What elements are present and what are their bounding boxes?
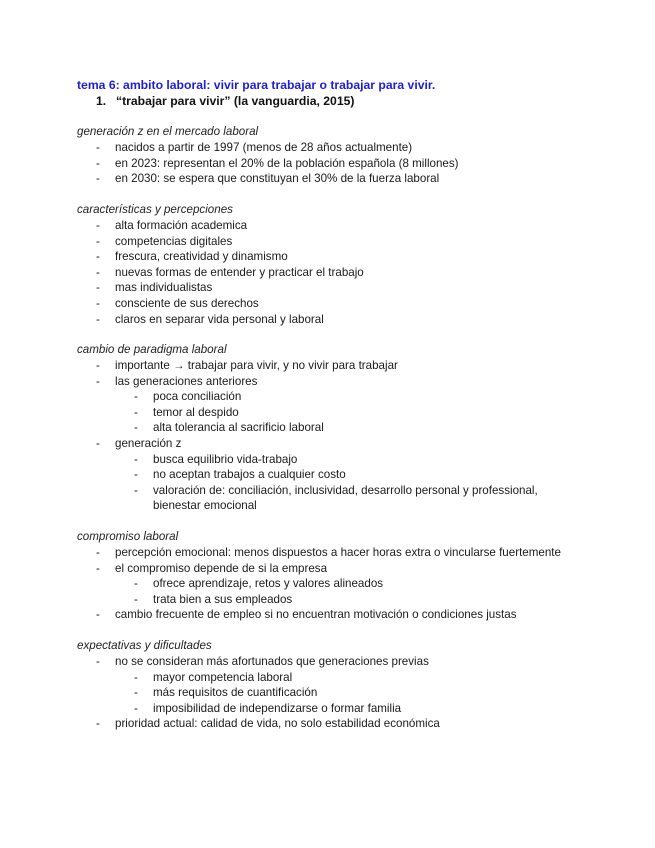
section-compromiso-laboral — [77, 529, 637, 623]
section-heading: cambio de paradigma laboral — [77, 343, 227, 356]
subtitle-text: “trabajar para vivir” (la vanguardia, 2015) — [116, 94, 355, 108]
item-text: trata bien a sus empleados — [153, 592, 293, 606]
list-item — [77, 234, 637, 250]
list-item — [77, 280, 637, 296]
sub-list-item — [77, 483, 583, 514]
list-item — [77, 716, 637, 732]
sub-list-item — [77, 670, 637, 686]
document-subtitle — [96, 94, 354, 108]
bullet-dash: - — [134, 686, 138, 700]
bullet-dash: - — [96, 219, 100, 232]
item-text: mayor competencia laboral — [153, 670, 293, 684]
bullet-dash: - — [134, 670, 138, 684]
bullet-dash: - — [96, 312, 100, 326]
item-text: el compromiso depende de si la empresa — [115, 561, 328, 575]
bullet-dash: - — [134, 468, 138, 482]
bullet-dash: - — [96, 141, 100, 154]
section-heading: expectativas y dificultades — [77, 639, 212, 652]
list-item — [77, 249, 637, 265]
list-item — [77, 156, 637, 172]
list-item — [77, 654, 637, 670]
bullet-dash: - — [96, 608, 100, 622]
bullet-dash: - — [96, 281, 100, 295]
item-text: claros en separar vida personal y laboral — [115, 312, 324, 326]
item-text: generación z — [115, 436, 182, 450]
sub-list-item — [77, 592, 637, 608]
bullet-dash: - — [134, 421, 138, 435]
item-text: importante → trabajar para vivir, y no vivir para trabajar — [115, 359, 398, 372]
bullet-dash: - — [134, 592, 138, 606]
bullet-dash: - — [96, 374, 100, 388]
sub-list-item — [77, 467, 637, 483]
sub-list-item — [77, 576, 637, 592]
list-item — [77, 358, 637, 374]
item-text: cambio frecuente de empleo si no encuentran motivación o condiciones justas — [115, 608, 517, 622]
sub-list-item — [77, 701, 637, 717]
bullet-dash: - — [96, 359, 100, 372]
subtitle-number: 1. — [96, 94, 107, 108]
bullet-dash: - — [134, 701, 138, 715]
item-text: frescura, creatividad y dinamismo — [115, 250, 288, 264]
bullet-dash: - — [96, 546, 100, 559]
bullet-dash: - — [96, 250, 100, 264]
item-text: más requisitos de cuantificación — [153, 686, 318, 700]
section-heading: generación z en el mercado laboral — [77, 125, 259, 138]
bullet-dash: - — [96, 234, 100, 248]
item-text: valoración de: conciliación, inclusividad, desarrollo personal y professional, bienestar emocional — [153, 483, 538, 513]
bullet-dash: - — [96, 436, 100, 450]
item-text: mas individualistas — [115, 281, 213, 295]
item-text: temor al despido — [153, 405, 239, 419]
bullet-dash: - — [96, 172, 100, 186]
list-item — [77, 265, 637, 281]
section-heading: compromiso laboral — [77, 530, 179, 543]
bullet-dash: - — [96, 561, 100, 575]
section-cambio-paradigma — [77, 342, 637, 514]
section-heading: características y percepciones — [77, 203, 233, 216]
list-item — [77, 374, 637, 390]
list-item — [77, 312, 637, 328]
bullet-dash: - — [134, 452, 138, 466]
bullet-dash: - — [134, 405, 138, 419]
list-item — [77, 171, 637, 187]
item-text: poca conciliación — [153, 390, 242, 404]
bullet-dash: - — [134, 390, 138, 404]
list-item — [77, 296, 637, 312]
section-caracteristicas — [77, 202, 637, 327]
item-text: busca equilibrio vida-trabajo — [153, 452, 298, 466]
bullet-dash: - — [96, 156, 100, 170]
document-title: tema 6: ambito laboral: vivir para trabajar o trabajar para vivir. — [77, 78, 436, 92]
item-text: consciente de sus derechos — [115, 296, 259, 310]
list-item — [77, 607, 637, 623]
bullet-dash: - — [134, 483, 138, 497]
sub-list-item — [77, 389, 637, 405]
item-text: percepción emocional: menos dispuestos a hacer horas extra o vincularse fuertemente — [115, 546, 561, 559]
item-text: alta tolerancia al sacrificio laboral — [153, 421, 324, 435]
item-text: las generaciones anteriores — [115, 374, 258, 388]
item-text: no aceptan trabajos a cualquier costo — [153, 468, 346, 482]
item-text: en 2030: se espera que constituyan el 30% de la fuerza laboral — [115, 172, 440, 186]
list-item — [77, 140, 637, 156]
sub-list-item — [77, 685, 637, 701]
bullet-dash: - — [96, 296, 100, 310]
bullet-dash: - — [96, 655, 100, 668]
item-text: en 2023: representan el 20% de la población española (8 millones) — [115, 156, 459, 170]
section-generacion-z — [77, 124, 637, 187]
sub-list-item — [77, 405, 637, 421]
item-text: no se consideran más afortunados que generaciones previas — [115, 655, 429, 668]
list-item — [77, 436, 637, 452]
item-text: ofrece aprendizaje, retos y valores alineados — [153, 577, 384, 591]
list-item — [77, 545, 637, 561]
item-text: competencias digitales — [115, 234, 233, 248]
item-text: nacidos a partir de 1997 (menos de 28 años actualmente) — [115, 141, 413, 154]
list-item — [77, 561, 637, 577]
item-text: nuevas formas de entender y practicar el trabajo — [115, 265, 364, 279]
bullet-dash: - — [134, 577, 138, 591]
bullet-dash: - — [96, 265, 100, 279]
item-text: alta formación academica — [115, 219, 248, 232]
list-item — [77, 218, 637, 234]
sub-list-item — [77, 452, 637, 468]
bullet-dash: - — [96, 717, 100, 731]
section-expectativas — [77, 638, 637, 732]
sub-list-item — [77, 420, 637, 436]
item-text: prioridad actual: calidad de vida, no solo estabilidad económica — [115, 717, 440, 731]
item-text: imposibilidad de independizarse o formar familia — [153, 701, 402, 715]
